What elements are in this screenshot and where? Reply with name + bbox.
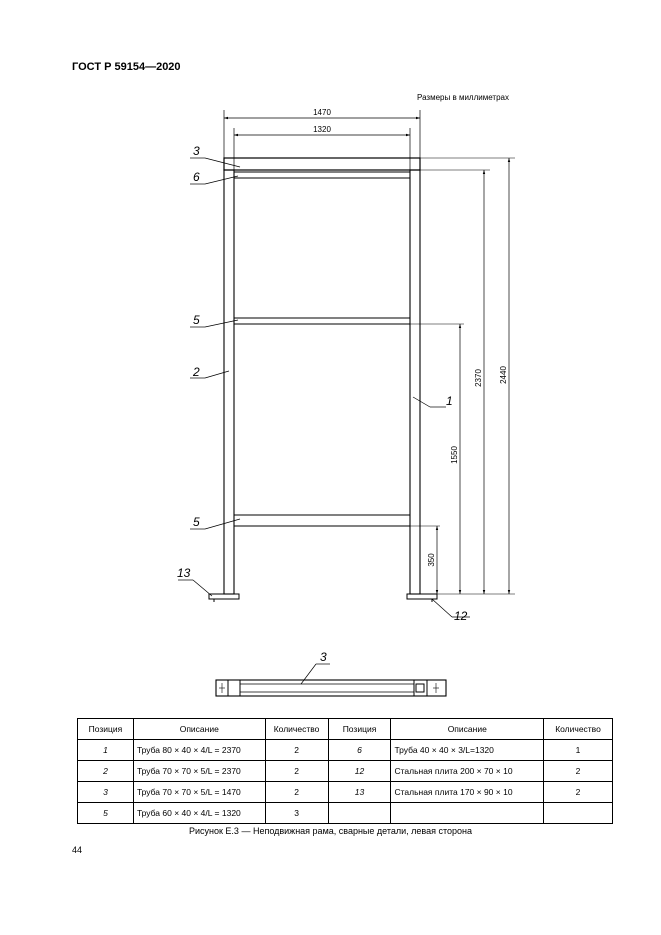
table-cell: 2	[265, 782, 328, 803]
table-header-row	[78, 719, 613, 740]
table-cell: 13	[328, 782, 391, 803]
bar-6	[234, 172, 410, 178]
table-cell: 6	[328, 740, 391, 761]
table-header: Позиция	[328, 719, 391, 740]
table-cell: 3	[78, 782, 134, 803]
position-label-5-bottom: 5	[193, 515, 200, 529]
table-cell: Труба 70 × 70 × 5/L = 1470	[133, 782, 265, 803]
page-number: 44	[72, 845, 83, 855]
middle-crossbar	[234, 318, 410, 324]
position-label-3: 3	[193, 144, 200, 158]
left-post	[224, 170, 234, 594]
table-header: Количество	[544, 719, 613, 740]
units-note: Размеры в миллиметрах	[417, 93, 509, 102]
beam-top-view	[216, 664, 446, 696]
table-cell	[544, 803, 613, 824]
table-row	[78, 782, 613, 803]
table-cell: 2	[544, 761, 613, 782]
position-label-1: 1	[446, 394, 453, 408]
position-label-6: 6	[193, 170, 200, 184]
table-header: Количество	[265, 719, 328, 740]
table-cell: 5	[78, 803, 134, 824]
table-row	[78, 761, 613, 782]
base-plate-right	[407, 594, 437, 599]
table-cell: Труба 70 × 70 × 5/L = 2370	[133, 761, 265, 782]
table-cell: 2	[265, 740, 328, 761]
dim-350: 350	[427, 553, 436, 567]
table-cell: Труба 60 × 40 × 4/L = 1320	[133, 803, 265, 824]
table-header: Позиция	[78, 719, 134, 740]
position-label-5-top: 5	[193, 313, 200, 327]
table-cell	[391, 803, 544, 824]
table-cell: 1	[544, 740, 613, 761]
dim-1470: 1470	[313, 108, 331, 117]
table-cell: Стальная плита 170 × 90 × 10	[391, 782, 544, 803]
table-header: Описание	[133, 719, 265, 740]
position-label-2: 2	[193, 365, 200, 379]
dim-1550: 1550	[450, 446, 459, 464]
figure-caption: Рисунок Е.3 — Неподвижная рама, сварные детали, левая сторона	[188, 826, 472, 836]
table-cell: 12	[328, 761, 391, 782]
table-cell	[328, 803, 391, 824]
table-cell: 1	[78, 740, 134, 761]
table-row	[78, 740, 613, 761]
dim-2370: 2370	[474, 369, 483, 387]
table-row	[78, 803, 613, 824]
table-cell: Стальная плита 200 × 70 × 10	[391, 761, 544, 782]
position-label-12: 12	[454, 609, 468, 623]
right-post	[410, 170, 420, 594]
table-cell: 2	[265, 761, 328, 782]
parts-table	[77, 718, 613, 824]
table-cell: 3	[265, 803, 328, 824]
dim-2440: 2440	[499, 366, 508, 384]
table-cell: Труба 40 × 40 × 3/L=1320	[391, 740, 544, 761]
position-label-13: 13	[177, 566, 191, 580]
table-header: Описание	[391, 719, 544, 740]
document-header: ГОСТ Р 59154—2020	[72, 61, 181, 73]
table-cell: 2	[544, 782, 613, 803]
table-cell: 2	[78, 761, 134, 782]
top-beam	[224, 158, 420, 170]
table-cell: Труба 80 × 40 × 4/L = 2370	[133, 740, 265, 761]
lower-crossbar	[234, 515, 410, 526]
position-label-3-detail: 3	[320, 650, 327, 664]
base-plate-left	[209, 594, 239, 599]
dim-1320: 1320	[313, 125, 331, 134]
